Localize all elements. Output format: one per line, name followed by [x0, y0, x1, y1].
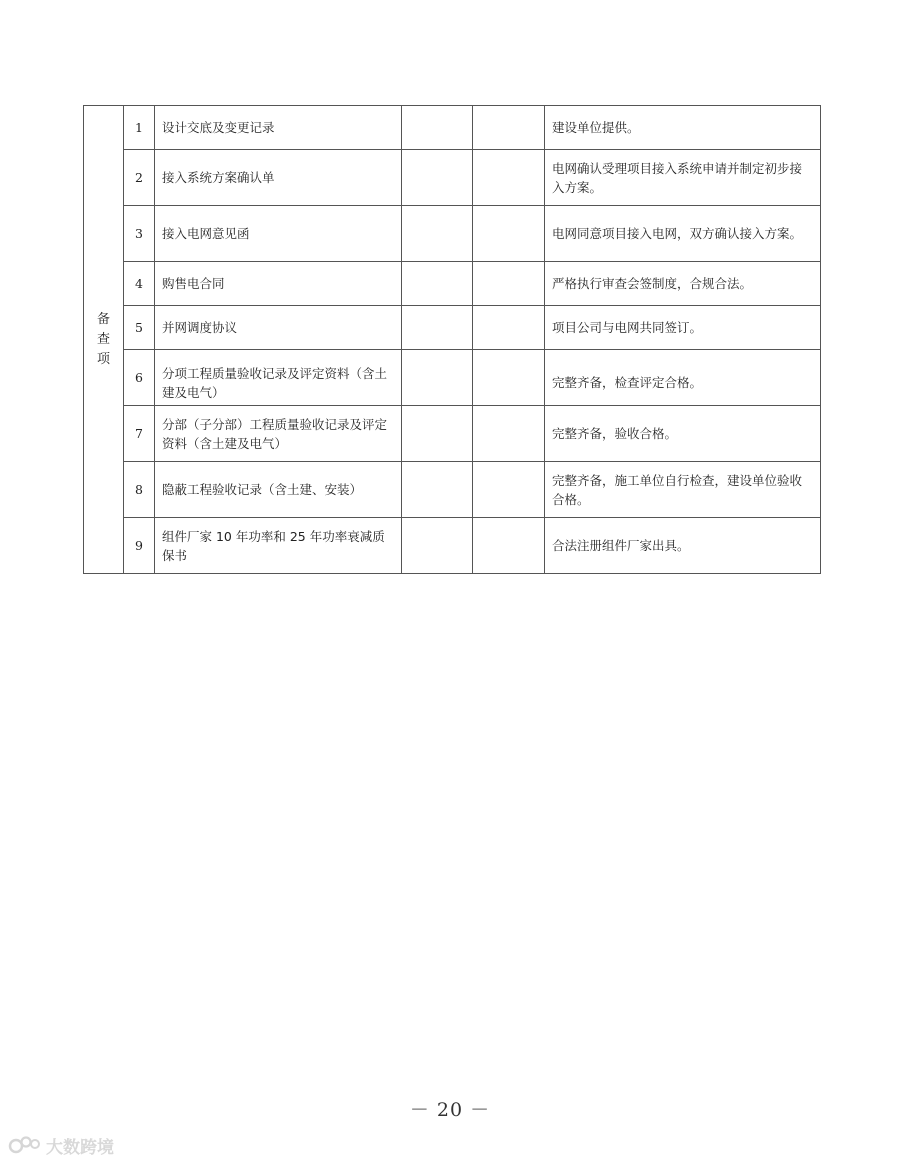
watermark-text: 大数跨境: [46, 1137, 114, 1158]
table-row: [84, 306, 821, 350]
item-name-text: 分项工程质量验收记录及评定资料（含土建及电气）: [162, 365, 388, 400]
row-number: 2: [124, 150, 155, 206]
remark-cell: [545, 350, 821, 406]
blank-cell: [473, 262, 545, 306]
row-number: 7: [124, 406, 155, 462]
blank-cell: [473, 518, 545, 574]
item-name: 购售电合同: [155, 262, 402, 306]
blank-cell: [402, 462, 473, 518]
remark-cell: 严格执行审查会签制度，合规合法。: [545, 262, 821, 306]
blank-cell: [402, 306, 473, 350]
remark-cell: 电网确认受理项目接入系统申请并制定初步接入方案。: [545, 150, 821, 206]
blank-cell: [473, 106, 545, 150]
row-number: 8: [124, 462, 155, 518]
row-number: 9: [124, 518, 155, 574]
item-name: 并网调度协议: [155, 306, 402, 350]
item-name: 组件厂家 10 年功率和 25 年功率衰减质保书: [155, 518, 402, 574]
blank-cell: [402, 262, 473, 306]
table-row: [84, 518, 821, 574]
blank-cell: [473, 206, 545, 262]
blank-cell: [473, 150, 545, 206]
remark-cell: 项目公司与电网共同签订。: [545, 306, 821, 350]
item-name: 设计交底及变更记录: [155, 106, 402, 150]
item-name: [155, 350, 402, 406]
item-name: 接入电网意见函: [155, 206, 402, 262]
table-row: [84, 206, 821, 262]
item-name: 接入系统方案确认单: [155, 150, 402, 206]
table-row: [84, 106, 821, 150]
blank-cell: [473, 350, 545, 406]
blank-cell: [402, 518, 473, 574]
table-row: [84, 462, 821, 518]
blank-cell: [473, 406, 545, 462]
blank-cell: [473, 306, 545, 350]
blank-cell: [402, 106, 473, 150]
inspection-table: [83, 105, 821, 574]
remark-cell: 电网同意项目接入电网，双方确认接入方案。: [545, 206, 821, 262]
table-row: [84, 262, 821, 306]
table-row: [84, 350, 821, 406]
remark-cell: 合法注册组件厂家出具。: [545, 518, 821, 574]
blank-cell: [402, 150, 473, 206]
row-number: 6: [124, 350, 155, 406]
row-number: 4: [124, 262, 155, 306]
blank-cell: [402, 206, 473, 262]
brand-logo-icon: [8, 1134, 42, 1156]
item-name: 分部（子分部）工程质量验收记录及评定资料（含土建及电气）: [155, 406, 402, 462]
remark-cell: 完整齐备，施工单位自行检查，建设单位验收合格。: [545, 462, 821, 518]
table-row: [84, 406, 821, 462]
row-number: 3: [124, 206, 155, 262]
item-name: 隐蔽工程验收记录（含土建、安装）: [155, 462, 402, 518]
row-number: 5: [124, 306, 155, 350]
category-label: 备查项: [96, 311, 110, 367]
blank-cell: [473, 462, 545, 518]
row-number: 1: [124, 106, 155, 150]
table-row: [84, 150, 821, 206]
watermark: [8, 1132, 114, 1158]
remark-cell: 完整齐备，验收合格。: [545, 406, 821, 462]
remark-text: 完整齐备，检查评定合格。: [552, 375, 703, 390]
page-number: － 20 －: [409, 1099, 491, 1121]
blank-cell: [402, 350, 473, 406]
category-cell: [84, 106, 124, 574]
remark-cell: 建设单位提供。: [545, 106, 821, 150]
blank-cell: [402, 406, 473, 462]
